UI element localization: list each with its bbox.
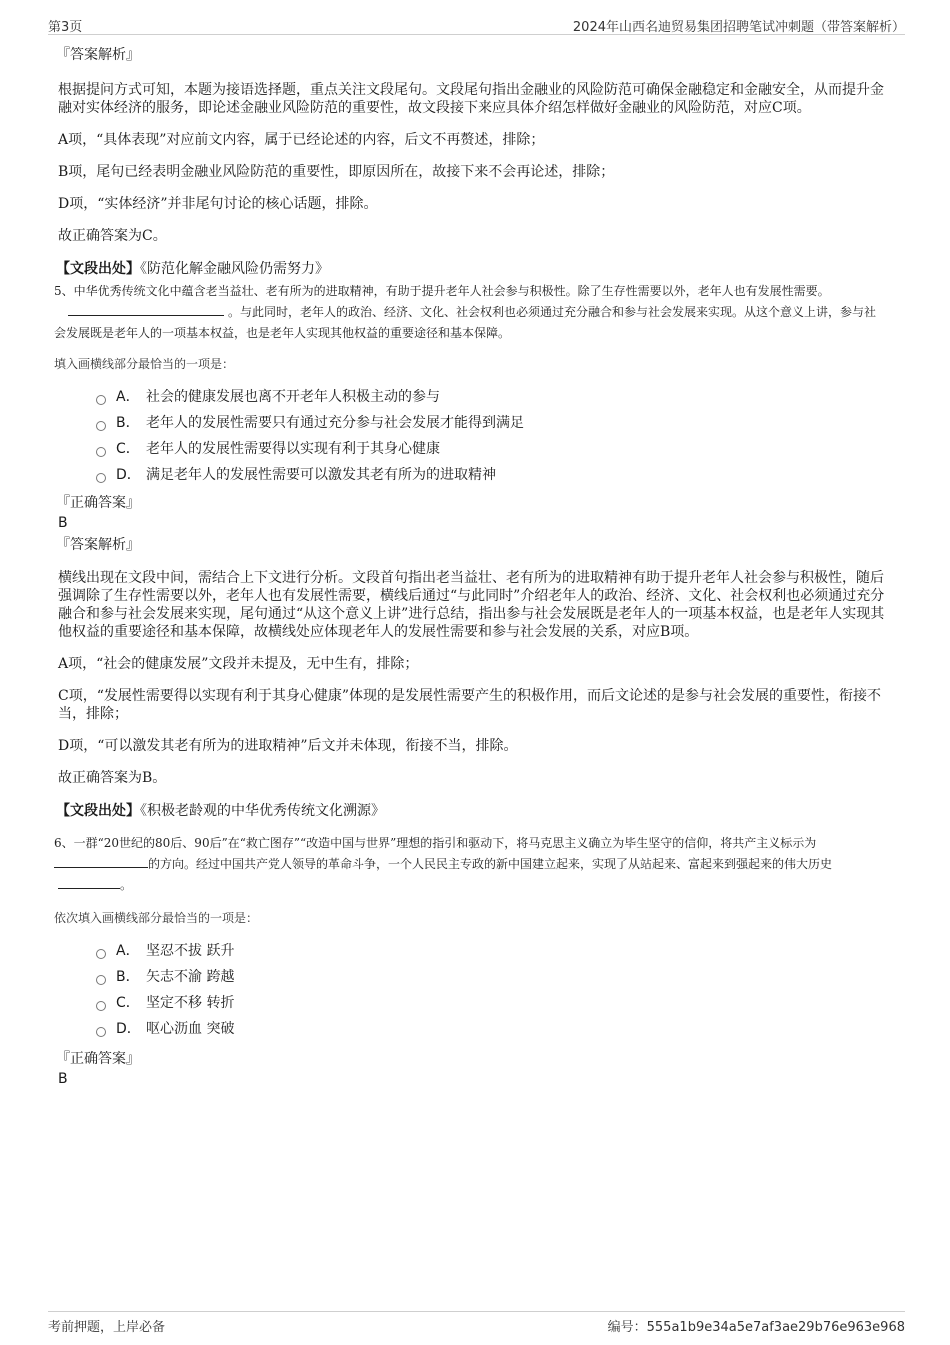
source-title: 《积极老龄观的中华优秀传统文化溯源》 xyxy=(140,803,385,819)
option-letter: C． xyxy=(116,995,140,1011)
document-code: 编号：555a1b9e34a5e7af3ae29b76e963e968 xyxy=(607,1320,905,1335)
option-letter: D． xyxy=(116,1021,141,1037)
correct-answer: B xyxy=(58,515,68,531)
page-number: 第3页 xyxy=(48,20,83,35)
option-text: 老年人的发展性需要只有通过充分参与社会发展才能得到满足 xyxy=(146,415,524,431)
option-a[interactable] xyxy=(96,384,886,410)
analysis-paragraph: 故正确答案为B。 xyxy=(58,770,167,786)
source-label: 【文段出处】 xyxy=(56,261,140,277)
option-c[interactable] xyxy=(96,436,886,462)
question-prompt: 依次填入画横线部分最恰当的一项是： xyxy=(54,911,259,925)
question-stem-part: 的方向。经过中国共产党人领导的革命斗争，一个人民民主专政的新中国建立起来，实现了从站起来、富起来到强起来的伟大历史 xyxy=(148,857,833,871)
radio-button[interactable] xyxy=(96,1027,106,1037)
analysis-label: 『答案解析』 xyxy=(56,47,140,63)
fill-blank xyxy=(58,876,120,889)
passage-source xyxy=(56,801,886,821)
option-letter: C． xyxy=(116,441,140,457)
passage-source xyxy=(56,259,886,279)
radio-button[interactable] xyxy=(96,473,106,483)
correct-answer-label: 『正确答案』 xyxy=(56,495,140,511)
option-list xyxy=(56,384,886,488)
question-stem-part: 。 xyxy=(120,878,133,892)
source-title: 《防范化解金融风险仍需努力》 xyxy=(140,261,329,277)
option-a[interactable] xyxy=(96,938,886,964)
radio-button[interactable] xyxy=(96,421,106,431)
option-letter: A． xyxy=(116,943,140,959)
question-stem xyxy=(54,833,886,896)
option-list xyxy=(56,938,886,1042)
radio-button[interactable] xyxy=(96,975,106,985)
option-text: 老年人的发展性需要得以实现有利于其身心健康 xyxy=(146,441,440,457)
radio-button[interactable] xyxy=(96,949,106,959)
option-text: 坚忍不拔 跃升 xyxy=(146,943,235,959)
footer-note: 考前押题，上岸必备 xyxy=(48,1320,166,1335)
source-label: 【文段出处】 xyxy=(56,803,140,819)
question-stem-part: 5、中华优秀传统文化中蕴含老当益壮、老有所为的进取精神，有助于提升老年人社会参与积极性。除了生存性需要以外，老年人也有发展性需要。 xyxy=(54,284,830,298)
question-stem-part: 6、一群“20世纪的80后、90后”在“救亡图存”“改造中国与世界”理想的指引和驱动下，将马克思主义确立为毕生坚守的信仰，将共产主义标示为 xyxy=(54,836,817,850)
option-letter: B． xyxy=(116,969,140,985)
option-d[interactable] xyxy=(96,462,886,488)
analysis-paragraph: C项，“发展性需要得以实现有利于其身心健康”体现的是发展性需要产生的积极作用，而后文论述的是参与社会发展的重要性，衔接不当，排除； xyxy=(58,688,882,722)
option-b[interactable] xyxy=(96,964,886,990)
option-letter: D． xyxy=(116,467,141,483)
option-text: 呕心沥血 突破 xyxy=(146,1021,235,1037)
analysis-paragraph: 故正确答案为C。 xyxy=(58,228,167,244)
option-letter: B． xyxy=(116,415,140,431)
question-prompt: 填入画横线部分最恰当的一项是： xyxy=(54,357,235,371)
question-stem-part: 。与此同时，老年人的政治、经济、文化、社会权利也必须通过充分融合和参与社会发展来实现。从这个意义上讲，参与社会发展既是老年人的一项基本权益，也是老年人实现其他权益的重要途径和基本保障。 xyxy=(54,305,877,340)
analysis-paragraph: 根据提问方式可知，本题为接语选择题，重点关注文段尾句。文段尾句指出金融业的风险防范可确保金融稳定和金融安全，从而提升金融对实体经济的服务，即论述金融业风险防范的重要性，故文段接下来应具体介绍怎样做好金融业的风险防范，对应C项。 xyxy=(58,82,884,116)
fill-blank xyxy=(54,855,148,868)
analysis-paragraph: D项，“可以激发其老有所为的进取精神”后文并未体现，衔接不当，排除。 xyxy=(58,738,518,754)
analysis-paragraph: 横线出现在文段中间，需结合上下文进行分析。文段首句指出老当益壮、老有所为的进取精神有助于提升老年人社会参与积极性，随后强调除了生存性需要以外，老年人也有发展性需要，横线后通过“与此同时”介绍老年人的政治、经济、文化、社会权利也必须通过充分融合和参与社会发展来实现，尾句通过“从这个意义上讲”进行总结，指出参与社会发展既是老年人的一项基本权益，也是老年人实现其他权益的重要途径和基本保障，故横线处应体现老年人的发展性需要和参与社会发展的关系，对应B项。 xyxy=(58,570,885,640)
analysis-label: 『答案解析』 xyxy=(56,537,140,553)
page-footer xyxy=(48,1311,905,1338)
analysis-paragraph: B项，尾句已经表明金融业风险防范的重要性，即原因所在，故接下来不会再论述，排除； xyxy=(58,164,615,180)
correct-answer: B xyxy=(58,1071,68,1087)
option-d[interactable] xyxy=(96,1016,886,1042)
correct-answer-label: 『正确答案』 xyxy=(56,1051,140,1067)
radio-button[interactable] xyxy=(96,395,106,405)
option-c[interactable] xyxy=(96,990,886,1016)
page-header xyxy=(48,12,905,35)
question-stem xyxy=(54,281,886,344)
document-title: 2024年山西名迪贸易集团招聘笔试冲刺题（带答案解析） xyxy=(572,20,905,35)
analysis-paragraph: A项，“具体表现”对应前文内容，属于已经论述的内容，后文不再赘述，排除； xyxy=(58,132,545,148)
fill-blank xyxy=(68,303,224,316)
option-text: 社会的健康发展也离不开老年人积极主动的参与 xyxy=(146,389,440,405)
page-content xyxy=(56,44,886,1088)
option-letter: A． xyxy=(116,389,140,405)
option-text: 矢志不渝 跨越 xyxy=(146,969,235,985)
analysis-paragraph: D项，“实体经济”并非尾句讨论的核心话题，排除。 xyxy=(58,196,378,212)
option-b[interactable] xyxy=(96,410,886,436)
radio-button[interactable] xyxy=(96,1001,106,1011)
option-text: 满足老年人的发展性需要可以激发其老有所为的进取精神 xyxy=(146,467,496,483)
radio-button[interactable] xyxy=(96,447,106,457)
option-text: 坚定不移 转折 xyxy=(146,995,235,1011)
analysis-paragraph: A项，“社会的健康发展”文段并未提及，无中生有，排除； xyxy=(58,656,419,672)
